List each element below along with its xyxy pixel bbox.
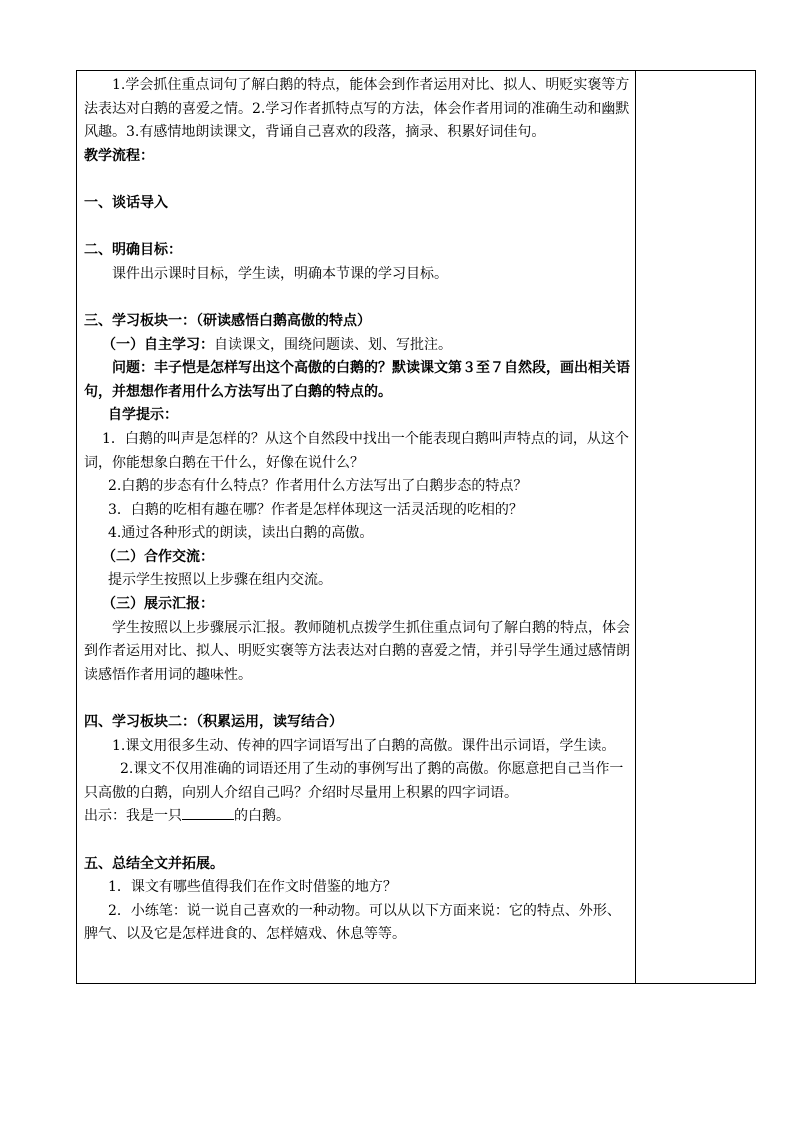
section4-item: 2.课文不仅用准确的词语还用了生动的事例写出了鹅的高傲。你愿意把自己当作一只高傲的白鹅，向别人介绍自己吗？介绍时尽量用上积累的四字词语。	[84, 761, 624, 801]
section5-item: 2．小练笔：说一说自己喜欢的一种动物。可以从以下方面来说：它的特点、外形、脾气、以及它是怎样进食的、怎样嬉戏、休息等等。	[84, 902, 621, 943]
fill-suffix: 的白鹅。	[234, 808, 290, 825]
section2-text: 课件出示课时目标，学生读，明确本节课的学习目标。	[112, 265, 448, 282]
show-label: （三）展示汇报：	[102, 596, 214, 613]
fill-blank	[182, 805, 234, 820]
tip-item: 4.通过各种形式的朗读，读出白鹅的高傲。	[108, 525, 374, 542]
self-study-line	[84, 334, 632, 358]
show-text: 学生按照以上步骤展示汇报。教师随机点拨学生抓住重点词句了解白鹅的特点，体会到作者运用对比、拟人、明贬实褒等方法表达对白鹅的喜爱之情，并引导学生通过感情朗读感悟作者用词的趣味性。	[84, 619, 630, 683]
lesson-content-cell	[84, 74, 632, 947]
section1-heading: 一、谈话导入	[84, 194, 168, 211]
objectives-text: 1.学会抓住重点词句了解白鹅的特点，能体会到作者运用对比、拟人、明贬实褒等方法表达对白鹅的喜爱之情。2.学习作者抓特点写的方法，体会作者用词的准确生动和幽默风趣。3.有感情地朗读课文，背诵自己喜欢的段落，摘录、积累好词佳句。	[84, 77, 630, 141]
lesson-plan-table	[76, 70, 756, 984]
tips-label: 自学提示：	[108, 407, 178, 424]
coop-label: （二）合作交流：	[102, 548, 214, 565]
tip-item: 2.白鹅的步态有什么特点？作者用什么方法写出了白鹅步态的特点？	[108, 478, 528, 495]
tip-item: 1．白鹅的叫声是怎样的？从这个自然段中找出一个能表现白鹅叫声特点的词，从这个词，你能想象白鹅在干什么，好像在说什么？	[84, 430, 629, 471]
process-heading: 教学流程：	[84, 147, 154, 164]
section2-heading: 二、明确目标：	[84, 242, 182, 259]
self-study-label: （一）自主学习：	[102, 336, 214, 353]
fill-prefix: 出示：我是一只	[84, 808, 182, 825]
section5-heading: 五、总结全文并拓展。	[84, 855, 224, 872]
coop-text: 提示学生按照以上步骤在组内交流。	[108, 572, 332, 589]
section4-heading: 四、学习板块二：（积累运用，读写结合）	[84, 714, 343, 731]
tip-item: 3．白鹅的吃相有趣在哪？作者是怎样体现这一活灵活现的吃相的？	[108, 501, 523, 518]
column-divider	[635, 71, 636, 983]
section4-item: 1.课文用很多生动、传神的四字词语写出了白鹅的高傲。课件出示词语，学生读。	[112, 737, 616, 754]
question-text: 问题：丰子恺是怎样写出这个高傲的白鹅的？默读课文第３至７自然段，画出相关语句，并想想作者用什么方法写出了白鹅的特点的。	[84, 360, 630, 400]
section5-item: 1．课文有哪些值得我们在作文时借鉴的地方？	[108, 879, 397, 896]
section3-heading: 三、学习板块一：（研读感悟白鹅高傲的特点）	[84, 312, 371, 329]
self-study-text: 自读课文，围绕问题读、划、写批注。	[214, 336, 452, 353]
fill-in-line	[84, 805, 632, 829]
